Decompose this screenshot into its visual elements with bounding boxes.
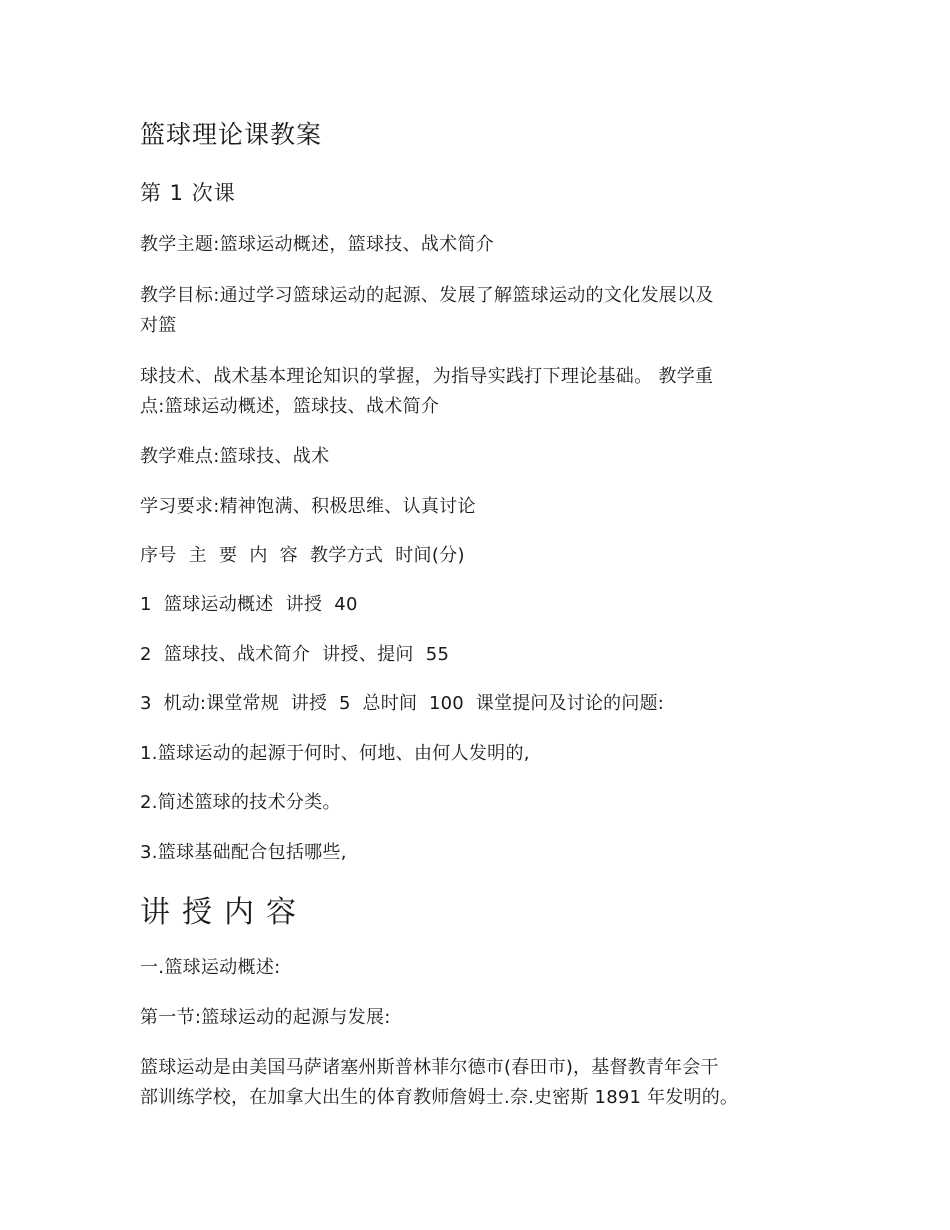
section-title: 讲授内容 [140,895,308,930]
part-heading: 一.篮球运动概述: [140,957,281,978]
teaching-goal-line-1: 教学目标:通过学习篮球运动的起源、发展了解篮球运动的文化发展以及 [140,285,714,306]
teaching-theme: 教学主题:篮球运动概述，篮球技、战术简介 [140,234,495,255]
teaching-difficulty: 教学难点:篮球技、战术 [140,446,330,467]
schedule-row-1: 1 篮球运动概述 讲授 40 [140,594,358,615]
schedule-row-3: 3 机动:课堂常规 讲授 5 总时间 100 课堂提问及讨论的问题: [140,693,665,714]
learning-requirement: 学习要求:精神饱满、积极思维、认真讨论 [140,496,476,517]
question-1: 1.篮球运动的起源于何时、何地、由何人发明的, [140,743,530,764]
schedule-row-2: 2 篮球技、战术简介 讲授、提问 55 [140,644,450,665]
teaching-goal-continued-line-2: 点:篮球运动概述，篮球技、战术简介 [140,396,440,417]
question-3: 3.篮球基础配合包括哪些, [140,842,347,863]
section-heading: 第一节:篮球运动的起源与发展: [140,1007,391,1028]
teaching-goal-line-2: 对篮 [140,315,177,336]
schedule-table-header: 序号 主 要 内 容 教学方式 时间(分) [140,545,465,566]
document-title: 篮球理论课教案 [140,120,323,149]
paragraph-line-2: 部训练学校，在加拿大出生的体育教师詹姆士.奈.史密斯 1891 年发明的。 [140,1087,739,1108]
teaching-goal-continued-line-1: 球技术、战术基本理论知识的掌握，为指导实践打下理论基础。 教学重 [140,366,714,387]
question-2: 2.简述篮球的技术分类。 [140,792,341,813]
lesson-number: 第 1 次课 [140,181,236,205]
paragraph-line-1: 篮球运动是由美国马萨诸塞州斯普林菲尔德市(春田市)，基督教青年会干 [140,1057,719,1078]
